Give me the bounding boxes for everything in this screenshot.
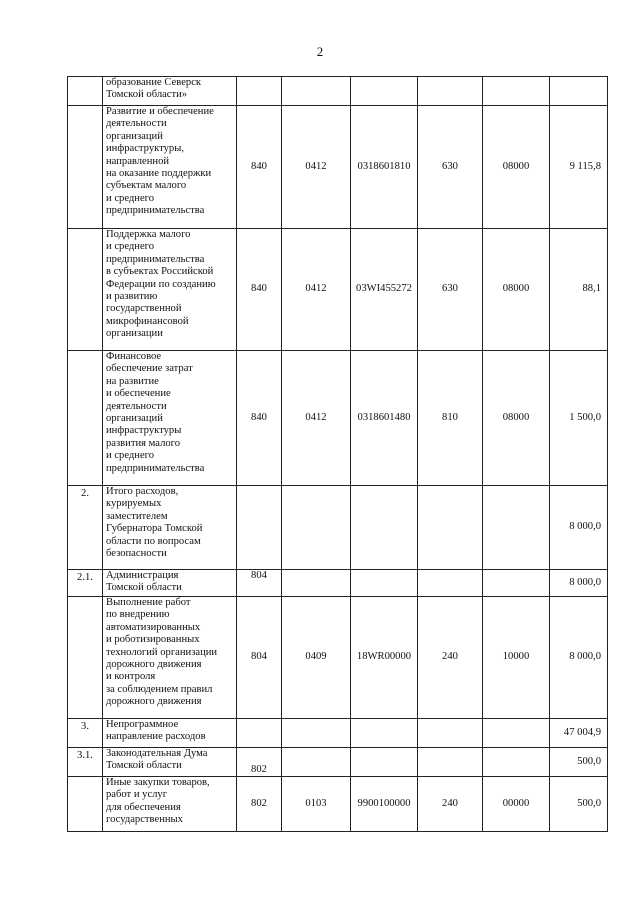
cell-name: Непрограммное направление расходов (103, 719, 237, 748)
cell-amount: 500,0 (550, 748, 608, 777)
cell-razdel (282, 570, 351, 597)
table-row (68, 777, 608, 832)
cell-ved (237, 486, 282, 570)
cell-vr (418, 719, 483, 748)
cell-amount: 1 500,0 (550, 351, 608, 486)
cell-ved: 804 (237, 570, 282, 597)
cell-name: Законодательная Дума Томской области (103, 748, 237, 777)
table-row (68, 77, 608, 106)
cell-num (68, 229, 103, 351)
cell-ved (237, 719, 282, 748)
cell-kosgu (483, 570, 550, 597)
cell-vr: 630 (418, 229, 483, 351)
cell-kosgu: 00000 (483, 777, 550, 832)
table-row (68, 106, 608, 229)
cell-num (68, 351, 103, 486)
cell-razdel: 0409 (282, 597, 351, 719)
cell-amount: 8 000,0 (550, 570, 608, 597)
table-row (68, 597, 608, 719)
cell-num: 2.1. (68, 570, 103, 597)
cell-ved: 840 (237, 351, 282, 486)
cell-csr (351, 719, 418, 748)
cell-csr (351, 748, 418, 777)
cell-name: Иные закупки товаров, работ и услуг для обеспечения государственных (103, 777, 237, 832)
cell-kosgu (483, 486, 550, 570)
cell-num: 3.1. (68, 748, 103, 777)
cell-name: Поддержка малого и среднего предпринимательства в субъектах Российской Федерации по созданию и развитию государственной микрофинансовой организации (103, 229, 237, 351)
cell-vr (418, 748, 483, 777)
cell-ved (237, 77, 282, 106)
cell-ved: 840 (237, 106, 282, 229)
cell-razdel (282, 486, 351, 570)
cell-num: 2. (68, 486, 103, 570)
cell-amount: 500,0 (550, 777, 608, 832)
table-row (68, 486, 608, 570)
table-row (68, 570, 608, 597)
cell-kosgu (483, 77, 550, 106)
budget-table (67, 76, 608, 832)
cell-name: Развитие и обеспечение деятельности организаций инфраструктуры, направленной на оказание поддержки субъектам малого и среднего предпринимательства (103, 106, 237, 229)
cell-vr (418, 77, 483, 106)
cell-ved: 804 (237, 597, 282, 719)
cell-name: Итого расходов, курируемых заместителем Губернатора Томской области по вопросам безопасности (103, 486, 237, 570)
cell-razdel (282, 748, 351, 777)
cell-kosgu: 08000 (483, 106, 550, 229)
cell-name: Финансовое обеспечение затрат на развитие и обеспечение деятельности организаций инфраструктуры развития малого и среднего предпринимательства (103, 351, 237, 486)
cell-csr: 0318601810 (351, 106, 418, 229)
cell-amount: 47 004,9 (550, 719, 608, 748)
cell-vr: 240 (418, 597, 483, 719)
cell-kosgu (483, 719, 550, 748)
cell-csr (351, 486, 418, 570)
cell-razdel: 0103 (282, 777, 351, 832)
cell-amount: 8 000,0 (550, 597, 608, 719)
table-row (68, 748, 608, 777)
cell-vr: 240 (418, 777, 483, 832)
cell-razdel: 0412 (282, 229, 351, 351)
table-row (68, 351, 608, 486)
cell-kosgu (483, 748, 550, 777)
cell-num (68, 106, 103, 229)
cell-vr (418, 570, 483, 597)
cell-ved: 802 (237, 748, 282, 777)
cell-num (68, 777, 103, 832)
cell-razdel: 0412 (282, 351, 351, 486)
cell-csr (351, 570, 418, 597)
table-row (68, 719, 608, 748)
cell-num (68, 77, 103, 106)
cell-csr (351, 77, 418, 106)
cell-amount (550, 77, 608, 106)
cell-num (68, 597, 103, 719)
cell-csr: 0318601480 (351, 351, 418, 486)
cell-amount: 9 115,8 (550, 106, 608, 229)
cell-name: образование Северск Томской области» (103, 77, 237, 106)
cell-razdel: 0412 (282, 106, 351, 229)
cell-razdel (282, 719, 351, 748)
cell-vr (418, 486, 483, 570)
cell-ved: 802 (237, 777, 282, 832)
cell-csr: 03WI455272 (351, 229, 418, 351)
table-row (68, 229, 608, 351)
cell-kosgu: 08000 (483, 351, 550, 486)
cell-ved: 840 (237, 229, 282, 351)
cell-csr: 18WR00000 (351, 597, 418, 719)
cell-kosgu: 08000 (483, 229, 550, 351)
cell-razdel (282, 77, 351, 106)
cell-amount: 88,1 (550, 229, 608, 351)
page-number: 2 (316, 44, 324, 59)
cell-amount: 8 000,0 (550, 486, 608, 570)
cell-vr: 810 (418, 351, 483, 486)
cell-name: Выполнение работ по внедрению автоматизированных и роботизированных технологий организации дорожного движения и контроля за соблюдением правил дорожного движения (103, 597, 237, 719)
cell-csr: 9900100000 (351, 777, 418, 832)
cell-num: 3. (68, 719, 103, 748)
cell-kosgu: 10000 (483, 597, 550, 719)
cell-name: Администрация Томской области (103, 570, 237, 597)
cell-vr: 630 (418, 106, 483, 229)
